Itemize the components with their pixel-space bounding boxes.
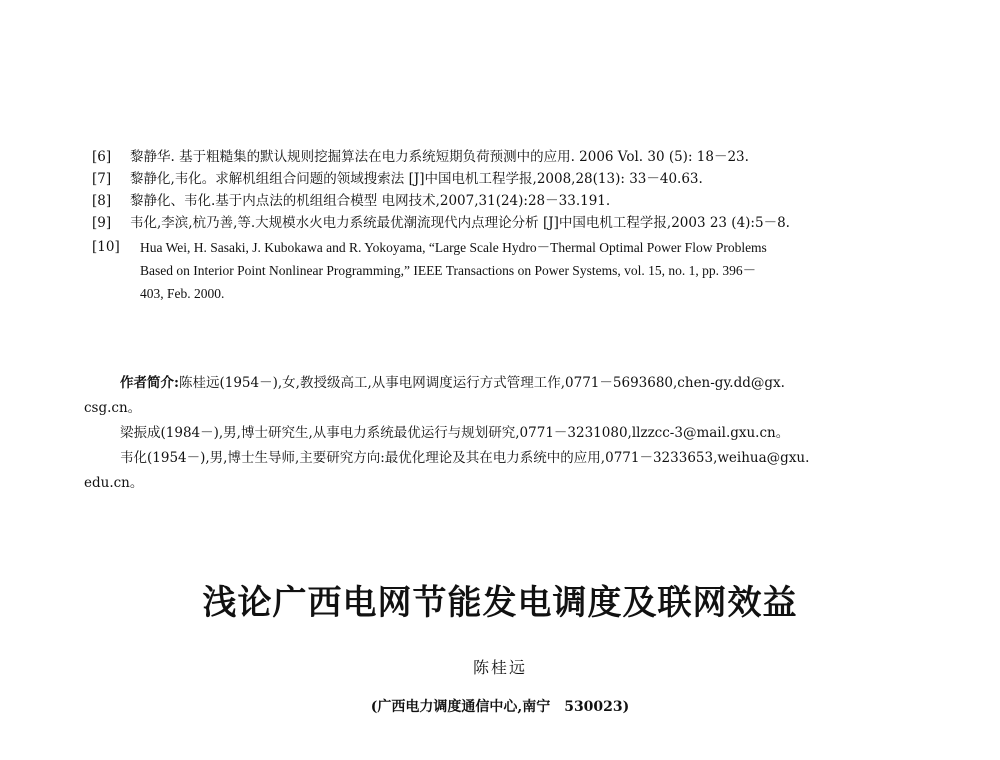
- reference-item: [92, 190, 902, 212]
- reference-number: [9]: [92, 215, 112, 231]
- reference-item: [92, 212, 902, 234]
- author-note-continuation: edu.cn。: [84, 475, 144, 491]
- article-affiliation: (广西电力调度通信中心,南宁 530023): [370, 699, 630, 715]
- author-note-1: [88, 372, 908, 395]
- author-note-3: 韦化(1954－),男,博士生导师,主要研究方向:最优化理论及其在电力系统中的应用,0771－3233653,weihua@gxu.: [120, 450, 810, 466]
- reference-number: [7]: [92, 171, 112, 187]
- article-title: 浅论广西电网节能发电调度及联网效益: [202, 583, 798, 623]
- reference-text: 黎静化,韦化。求解机组组合问题的领域搜索法 [J]中国电机工程学报,2008,28(13): 33－40.63.: [130, 171, 703, 187]
- author-note-2: 梁振成(1984－),男,博士研究生,从事电力系统最优运行与规划研究,0771－3231080,llzzcc-3@mail.gxu.cn。: [120, 425, 790, 441]
- reference-item: [92, 236, 902, 305]
- reference-item: [92, 168, 902, 190]
- author-notes: [84, 372, 908, 497]
- reference-line: Hua Wei, H. Sasaki, J. Kubokawa and R. Yokoyama, “Large Scale Hydro－Thermal Optimal Power Flow Problems: [140, 240, 767, 255]
- reference-number: [6]: [92, 149, 112, 165]
- author-intro-label: 作者简介:: [120, 375, 179, 391]
- article-author: 陈桂远: [472, 658, 527, 677]
- reference-text: 黎静华. 基于粗糙集的默认规则挖掘算法在电力系统短期负荷预测中的应用. 2006 Vol. 30 (5): 18－23.: [130, 149, 749, 165]
- reference-line: Based on Interior Point Nonlinear Programming,” IEEE Transactions on Power Systems, vol. 15, no. 1, pp. 396－: [140, 263, 757, 278]
- reference-list: [92, 146, 902, 305]
- reference-number: [8]: [92, 193, 112, 209]
- reference-text: 黎静化、韦化.基于内点法的机组组合模型 电网技术,2007,31(24):28－33.191.: [130, 193, 611, 209]
- reference-text: [140, 236, 902, 305]
- author-note-text: 陈桂远(1954－),女,教授级高工,从事电网调度运行方式管理工作,0771－5693680,chen-gy.dd@gx.: [178, 375, 785, 391]
- reference-number: [10]: [92, 239, 120, 255]
- reference-line: 403, Feb. 2000.: [140, 286, 225, 301]
- reference-item: [92, 146, 902, 168]
- author-note-continuation: csg.cn。: [84, 400, 142, 416]
- reference-text: 韦化,李滨,杭乃善,等.大规模水火电力系统最优潮流现代内点理论分析 [J]中国电机工程学报,2003 23 (4):5－8.: [130, 215, 790, 231]
